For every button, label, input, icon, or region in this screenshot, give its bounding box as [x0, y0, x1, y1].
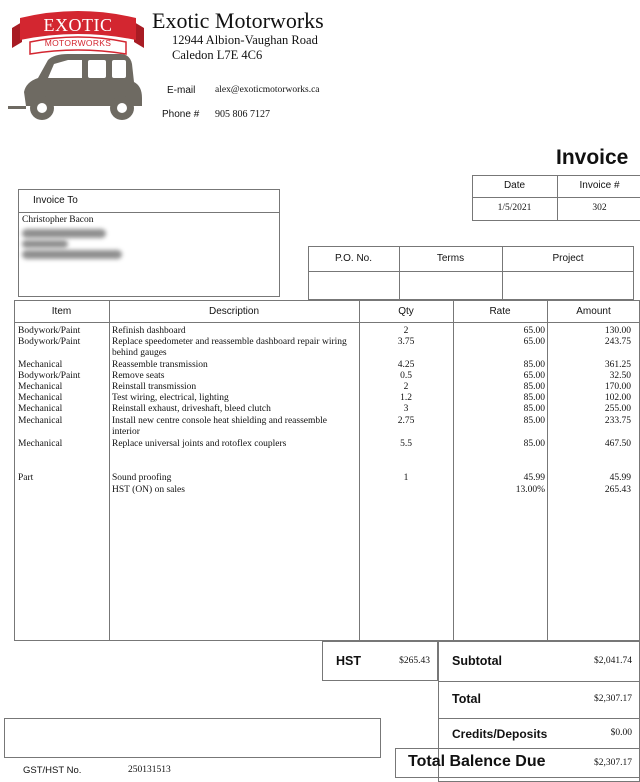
gst-label: GST/HST No.	[23, 765, 82, 776]
row-description: Reinstall exhaust, driveshaft, bleed clutch	[112, 404, 271, 414]
company-address-line1: 12944 Albion-Vaughan Road	[172, 33, 318, 47]
column-header-amount: Amount	[576, 306, 611, 317]
row-rate: 65.00	[523, 371, 545, 381]
hst-value: $265.43	[399, 656, 430, 666]
project-label: Project	[552, 253, 584, 264]
email-label: E-mail	[167, 85, 196, 96]
row-amount: 243.75	[604, 337, 631, 347]
redacted-address-line3	[22, 250, 122, 259]
row-rate: 85.00	[523, 382, 545, 392]
row-rate: 85.00	[523, 404, 545, 414]
row-description: HST (ON) on sales	[112, 485, 185, 495]
redacted-address-line2	[22, 240, 68, 248]
logo-text-top: EXOTIC	[43, 15, 113, 35]
row-qty: 4.25	[397, 360, 415, 370]
row-rate: 45.99	[523, 473, 545, 483]
company-logo	[8, 8, 148, 123]
row-qty: 1	[403, 473, 409, 483]
terms-label: Terms	[436, 253, 465, 264]
subtotal-value: $2,041.74	[594, 656, 632, 666]
row-rate: 65.00	[523, 337, 545, 347]
row-amount: 361.25	[604, 360, 631, 370]
credits-value: $0.00	[610, 728, 632, 738]
bill-to-name: Christopher Bacon	[22, 215, 94, 225]
balance-due-label: Total Balence Due	[408, 753, 546, 770]
row-amount: 32.50	[609, 371, 631, 381]
row-description: Replace speedometer and reassemble dashboard repair wiring behind gauges	[112, 337, 347, 359]
row-item: Bodywork/Paint	[18, 326, 81, 336]
subtotal-label: Subtotal	[452, 654, 502, 668]
row-item: Bodywork/Paint	[18, 371, 81, 381]
row-item: Mechanical	[18, 439, 63, 449]
row-item: Mechanical	[18, 393, 63, 403]
row-description: Replace universal joints and rotoflex couplers	[112, 439, 287, 449]
row-amount: 170.00	[604, 382, 631, 392]
email-value[interactable]: alex@exoticmotorworks.ca	[215, 85, 320, 95]
row-qty: 2.75	[397, 416, 415, 426]
row-rate: 85.00	[523, 439, 545, 449]
row-description: Remove seats	[112, 371, 165, 381]
date-label: Date	[503, 180, 526, 191]
invoice-number: 302	[592, 203, 607, 213]
phone-value: 905 806 7127	[215, 109, 270, 120]
row-rate: 13.00%	[515, 485, 545, 495]
row-qty: 3	[403, 404, 409, 414]
invoice-title: Invoice	[556, 146, 629, 169]
row-item: Mechanical	[18, 404, 63, 414]
po-label: P.O. No.	[334, 253, 373, 264]
total-label: Total	[452, 692, 481, 706]
row-qty: 2	[403, 326, 409, 336]
row-description: Reassemble transmission	[112, 360, 208, 370]
gst-value: 250131513	[128, 765, 171, 775]
row-description: Install new centre console heat shielding and reassemble interior	[112, 416, 327, 438]
invoice-date: 1/5/2021	[497, 203, 532, 213]
row-description: Sound proofing	[112, 473, 172, 483]
row-item: Bodywork/Paint	[18, 337, 81, 347]
row-item: Mechanical	[18, 382, 63, 392]
row-amount: 255.00	[604, 404, 631, 414]
row-qty: 2	[403, 382, 409, 392]
row-amount: 265.43	[604, 485, 631, 495]
invoice-number-label: Invoice #	[579, 180, 620, 191]
row-item: Mechanical	[18, 416, 63, 426]
row-amount: 102.00	[604, 393, 631, 403]
balance-due-value: $2,307.17	[594, 758, 632, 768]
credits-label: Credits/Deposits	[452, 727, 548, 741]
company-name: Exotic Motorworks	[152, 8, 324, 33]
row-amount: 130.00	[604, 326, 631, 336]
row-rate: 85.00	[523, 393, 545, 403]
bill-to-label: Invoice To	[33, 195, 78, 206]
row-amount: 467.50	[604, 439, 631, 449]
row-qty: 5.5	[400, 439, 412, 449]
row-rate: 65.00	[523, 326, 545, 336]
row-qty: 1.2	[400, 393, 412, 403]
row-item: Mechanical	[18, 360, 63, 370]
memo-box	[4, 718, 381, 758]
company-address-line2: Caledon L7E 4C6	[172, 48, 263, 62]
row-amount: 233.75	[604, 416, 631, 426]
column-header-qty: Qty	[398, 306, 414, 317]
hst-label: HST	[336, 654, 361, 668]
row-qty: 0.5	[400, 371, 412, 381]
phone-label: Phone #	[162, 109, 200, 120]
row-amount: 45.99	[609, 473, 631, 483]
row-rate: 85.00	[523, 360, 545, 370]
column-header-rate: Rate	[489, 306, 511, 317]
total-value: $2,307.17	[594, 694, 632, 704]
column-header-description: Description	[208, 306, 260, 317]
row-qty: 3.75	[397, 337, 415, 347]
row-rate: 85.00	[523, 416, 545, 426]
row-description: Refinish dashboard	[112, 326, 186, 336]
row-description: Reinstall transmission	[112, 382, 197, 392]
row-description: Test wiring, electrical, lighting	[112, 393, 229, 403]
column-header-item: Item	[51, 306, 72, 317]
redacted-address-line1	[22, 229, 106, 238]
row-item: Part	[18, 473, 34, 483]
logo-text-bottom: MOTORWORKS	[44, 38, 112, 48]
